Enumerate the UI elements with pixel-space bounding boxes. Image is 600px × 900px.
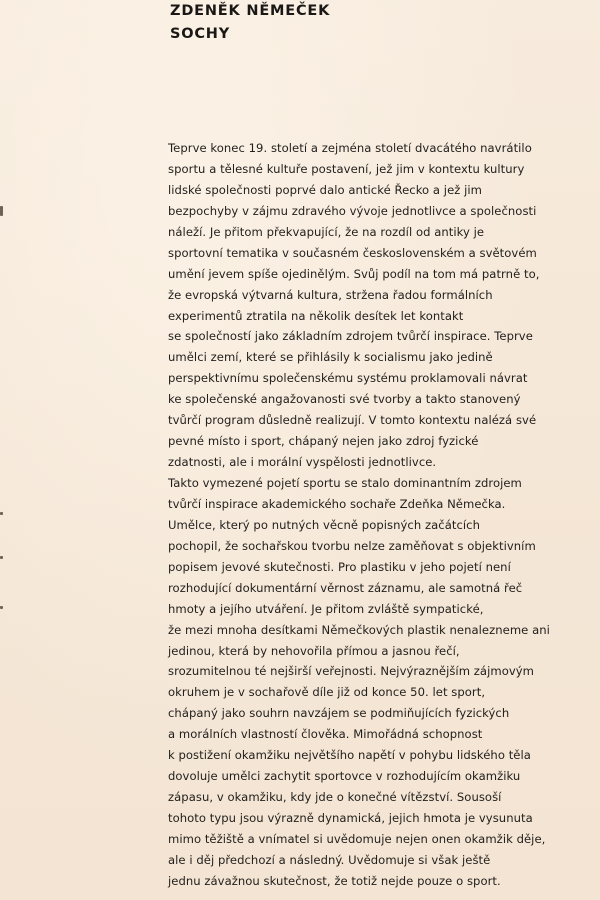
text-line: okruhem je v sochařově díle již od konce 50. let sport, — [168, 685, 486, 700]
text-line: lidské společnosti poprvé dalo antické Řecko a jež jim — [168, 182, 483, 197]
text-line: tvůrčí program důsledně realizují. V tomto kontextu nalézá své — [168, 413, 537, 428]
page-edge-mark — [0, 606, 3, 609]
text-line: že mezi mnoha desítkami Němečkových plastik nenalezneme ani — [168, 622, 550, 637]
text-line: sportu a tělesné kultuře postavení, jež jim v kontextu kultury — [168, 161, 525, 176]
author-name: ZDENĚK NĚMEČEK — [170, 3, 331, 19]
text-line: chápaný jako souhrn navzájem se podmiňujících fyzických — [168, 706, 510, 721]
text-line: tohoto typu jsou výrazně dynamická, jejich hmota je vysunuta — [168, 811, 533, 825]
text-line: že evropská výtvarná kultura, stržena řadou formálních — [168, 287, 493, 302]
text-line: mimo těžiště a vnímatel si uvědomuje nejen onen okamžik děje, — [168, 831, 546, 846]
text-line: umělci zemí, které se přihlásily k socialismu jako jedině — [168, 350, 493, 365]
text-line: srozumitelnou té nejširší veřejnosti. Nejvýraznějším zájmovým — [168, 664, 534, 679]
text-line: ke společenské angažovanosti své tvorby a takto stanovený — [168, 392, 521, 407]
text-line: hmoty a jejího utváření. Je přitom zvláště sympatické, — [168, 601, 484, 616]
text-line: a morálních vlastností člověka. Mimořádná schopnost — [168, 727, 483, 742]
text-line: bezpochyby v zájmu zdravého vývoje jednotlivce a společnosti — [168, 203, 537, 218]
text-line: dovoluje umělci zachytit sportovce v rozhodujícím okamžiku — [168, 769, 521, 784]
page-edge-mark — [0, 206, 3, 216]
text-line: Teprve konec 19. století a zejména století dvacátého navrátilo — [168, 141, 532, 155]
page-edge-mark — [0, 556, 3, 559]
document-title: SOCHY — [170, 26, 231, 42]
text-line: umění jevem spíše ojedinělým. Svůj podíl na tom má patrně to, — [168, 266, 540, 281]
text-line: pevné místo i sport, chápaný nejen jako zdroj fyzické — [168, 434, 479, 449]
text-line: experimentů ztratila na několik desítek let kontakt — [168, 308, 464, 323]
page-edge-mark — [0, 512, 3, 515]
document-header — [170, 0, 330, 46]
text-line: popisem jevové skutečnosti. Pro plastiku v jeho pojetí není — [168, 559, 511, 574]
text-line: zdatnosti, ale i morální vyspělosti jednotlivce. — [168, 455, 437, 470]
text-line: náleží. Je přitom překvapující, že na rozdíl od antiky je — [168, 224, 485, 239]
text-line: jednu závažnou skutečnost, že totiž nejde pouze o sport. — [168, 873, 501, 888]
text-line: ale i děj předchozí a následný. Uvědomuje si však ještě — [168, 852, 491, 867]
text-line: jedinou, která by nehovořila přímou a jasnou řečí, — [168, 643, 460, 658]
body-text — [168, 138, 578, 892]
text-line: zápasu, v okamžiku, kdy jde o konečné vítězství. Sousoší — [168, 790, 502, 805]
text-line: pochopil, že sochařskou tvorbu nelze zaměňovat s objektivním — [168, 538, 536, 553]
text-line: Takto vymezené pojetí sportu se stalo dominantním zdrojem — [168, 476, 522, 490]
text-line: k postižení okamžiku největšího napětí v pohybu lidského těla — [168, 748, 531, 763]
text-line: perspektivnímu společenskému systému proklamovali návrat — [168, 371, 528, 386]
text-line: Umělce, který po nutných věcně popisných začátcích — [168, 517, 480, 532]
text-line: sportovní tematika v současném československém a světovém — [168, 245, 537, 260]
text-line: tvůrčí inspirace akademického sochaře Zdeňka Němečka. — [168, 496, 506, 511]
text-line: se společností jako základním zdrojem tvůrčí inspirace. Teprve — [168, 329, 533, 344]
text-line: rozhodující dokumentární věrnost záznamu, ale samotná řeč — [168, 580, 523, 595]
